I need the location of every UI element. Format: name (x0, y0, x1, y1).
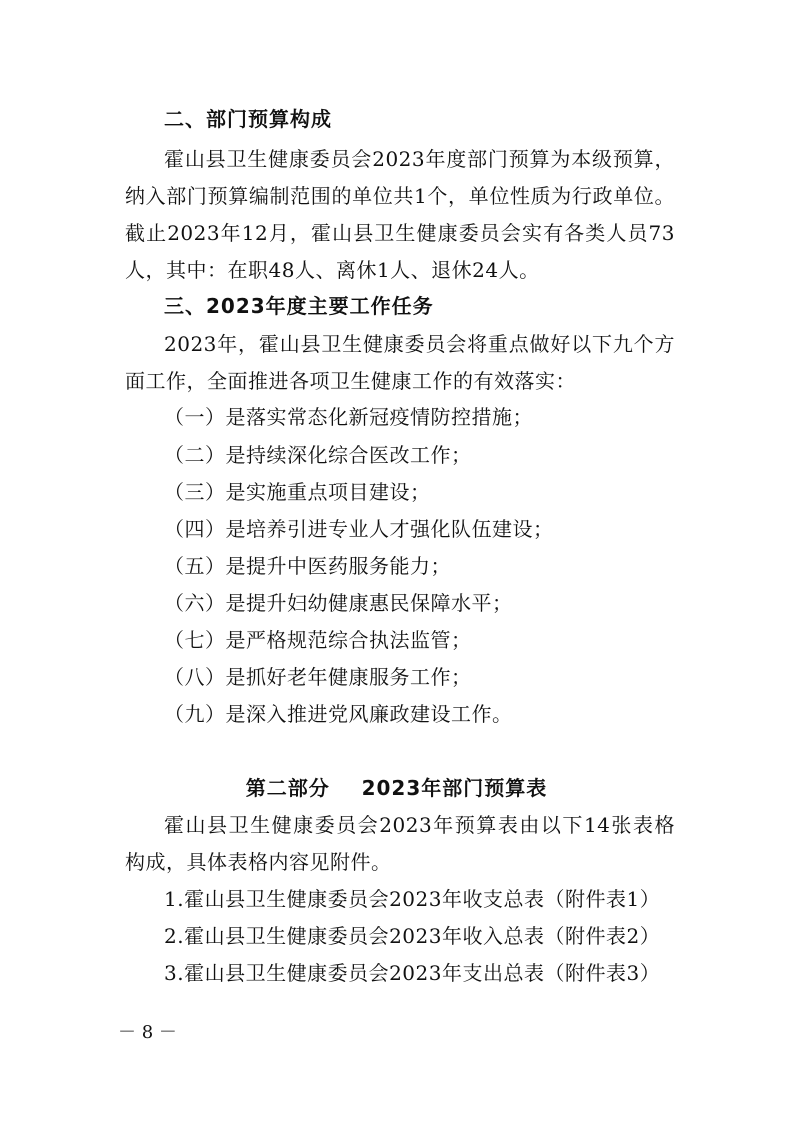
task-item: （二）是持续深化综合医改工作； (164, 443, 472, 467)
table-list-item: 3.霍山县卫生健康委员会2023年支出总表（附件表3） (164, 961, 661, 985)
paragraph-line: 构成，具体表格内容见附件。 (125, 850, 392, 874)
section-heading-budget-structure: 二、部门预算构成 (164, 107, 332, 131)
part-title: 第二部分 2023年部门预算表 (245, 776, 548, 800)
task-item: （六）是提升妇幼健康惠民保障水平； (164, 591, 513, 615)
task-item: （五）是提升中医药服务能力； (164, 554, 451, 578)
task-item: （四）是培养引进专业人才强化队伍建设； (164, 517, 554, 541)
task-item: （三）是实施重点项目建设； (164, 480, 431, 504)
task-item: （一）是落实常态化新冠疫情防控措施； (164, 405, 533, 429)
task-item: （七）是严格规范综合执法监管； (164, 628, 472, 652)
paragraph-line: 截止2023年12月，霍山县卫生健康委员会实有各类人员73 (125, 221, 675, 245)
task-item: （九）是深入推进党风廉政建设工作。 (164, 702, 513, 726)
paragraph-line: 霍山县卫生健康委员会2023年预算表由以下14张表格 (164, 813, 675, 837)
paragraph-line: 霍山县卫生健康委员会2023年度部门预算为本级预算， (164, 147, 675, 171)
table-list-item: 2.霍山县卫生健康委员会2023年收入总表（附件表2） (164, 924, 661, 948)
paragraph-line: 人，其中：在职48人、离休1人、退休24人。 (125, 258, 540, 282)
table-list-item: 1.霍山县卫生健康委员会2023年收支总表（附件表1） (164, 887, 661, 911)
paragraph-line: 纳入部门预算编制范围的单位共1个，单位性质为行政单位。 (125, 184, 675, 208)
paragraph-line: 面工作，全面推进各项卫生健康工作的有效落实： (125, 369, 576, 393)
task-item: （八）是抓好老年健康服务工作； (164, 665, 472, 689)
section-heading-main-tasks: 三、2023年度主要工作任务 (164, 294, 434, 318)
page-number: － 8 － (118, 1022, 177, 1043)
paragraph-line: 2023年，霍山县卫生健康委员会将重点做好以下九个方 (164, 332, 675, 356)
